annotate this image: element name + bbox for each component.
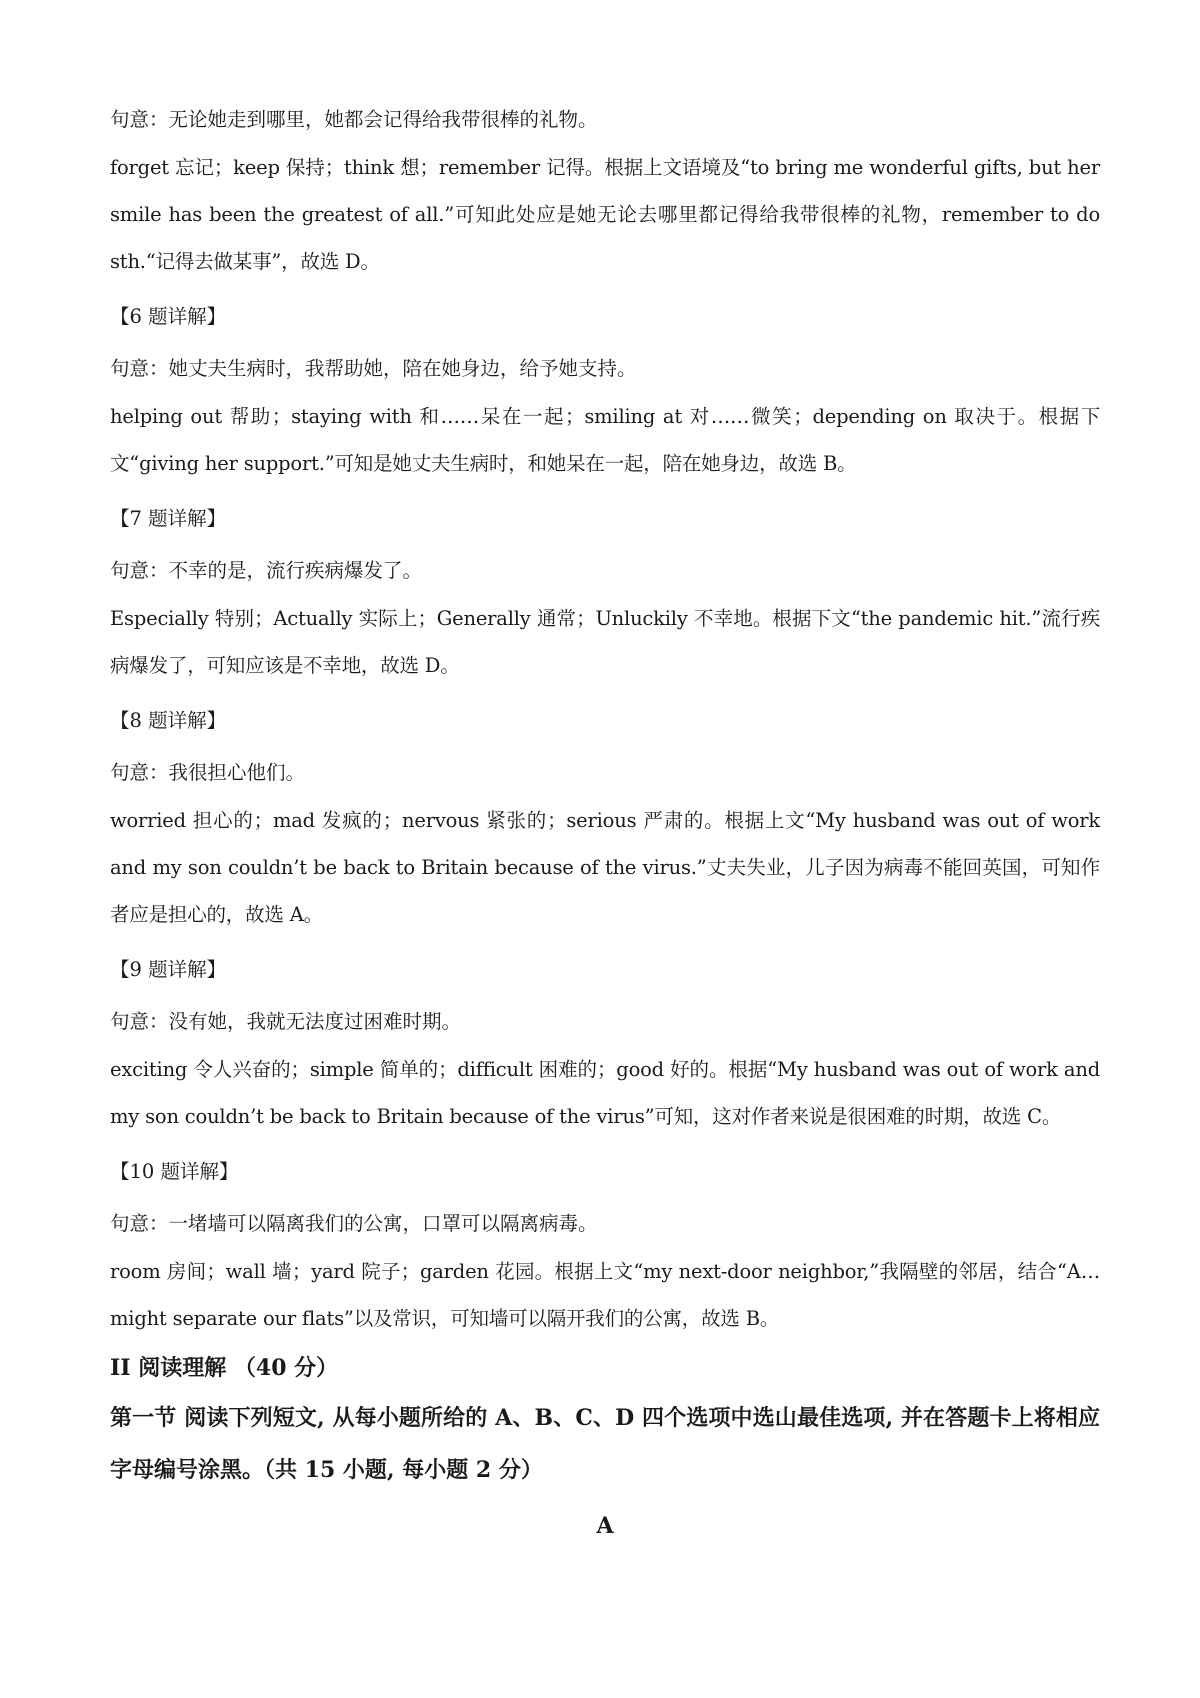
sentence-meaning-10: 句意：一堵墙可以隔离我们的公寓，口罩可以隔离病毒。 xyxy=(110,1212,598,1235)
explanation-7: Especially 特别；Actually 实际上；Generally 通常；Unluckily 不幸地。根据下文“the pandemic hit.”流行疾病爆发了，可知应该是不幸地，故选 D。 xyxy=(110,607,1100,677)
question-7-heading: 【7 题详解】 xyxy=(110,507,227,530)
question-9-heading: 【9 题详解】 xyxy=(110,958,227,981)
question-10-heading: 【10 题详解】 xyxy=(110,1160,239,1183)
sentence-meaning-7: 句意：不幸的是，流行疾病爆发了。 xyxy=(110,559,423,582)
sentence-meaning-8: 句意：我很担心他们。 xyxy=(110,761,306,784)
question-6-heading: 【6 题详解】 xyxy=(110,305,227,328)
sentence-meaning-5: 句意：无论她走到哪里，她都会记得给我带很棒的礼物。 xyxy=(110,108,598,131)
explanation-9: exciting 令人兴奋的；simple 简单的；difficult 困难的；good 好的。根据“My husband was out of work and my son couldn’t be back to Britain because of the virus”可知，这对作者来说是很困难的时期，故选 C。 xyxy=(110,1058,1100,1128)
section-title: II 阅读理解 （40 分） xyxy=(110,1355,339,1381)
explanation-8: worried 担心的；mad 发疯的；nervous 紧张的；serious 严肃的。根据上文“My husband was out of work and my son couldn’t be back to Britain because of the virus.”丈夫失业，儿子因为病毒不能回英国，可知作者应是担心的，故选 A。 xyxy=(110,809,1100,926)
question-8-heading: 【8 题详解】 xyxy=(110,709,227,732)
passage-letter: A xyxy=(596,1513,614,1539)
sentence-meaning-9: 句意：没有她，我就无法度过困难时期。 xyxy=(110,1010,462,1033)
document-page xyxy=(110,96,1100,1546)
explanation-5: forget 忘记；keep 保持；think 想；remember 记得。根据上文语境及“to bring me wonderful gifts, but her smile has been the greatest of all.”可知此处应是她无论去哪里都记得给我带很棒的礼物，remember to do sth.“记得去做某事”，故选 D。 xyxy=(110,156,1100,273)
sentence-meaning-6: 句意：她丈夫生病时，我帮助她，陪在她身边，给予她支持。 xyxy=(110,357,637,380)
explanation-6: helping out 帮助；staying with 和……呆在一起；smiling at 对……微笑；depending on 取决于。根据下文“giving her support.”可知是她丈夫生病时，和她呆在一起，陪在她身边，故选 B。 xyxy=(110,405,1100,475)
explanation-10: room 房间；wall 墙；yard 院子；garden 花园。根据上文“my next-door neighbor,”我隔壁的邻居，结合“A… might separate our flats”以及常识，可知墙可以隔开我们的公寓，故选 B。 xyxy=(110,1260,1100,1330)
section-instructions: 第一节 阅读下列短文, 从每小题所给的 A、B、C、D 四个选项中选山最佳选项, 并在答题卡上将相应字母编号涂黑。（共 15 小题, 每小题 2 分） xyxy=(110,1405,1100,1483)
